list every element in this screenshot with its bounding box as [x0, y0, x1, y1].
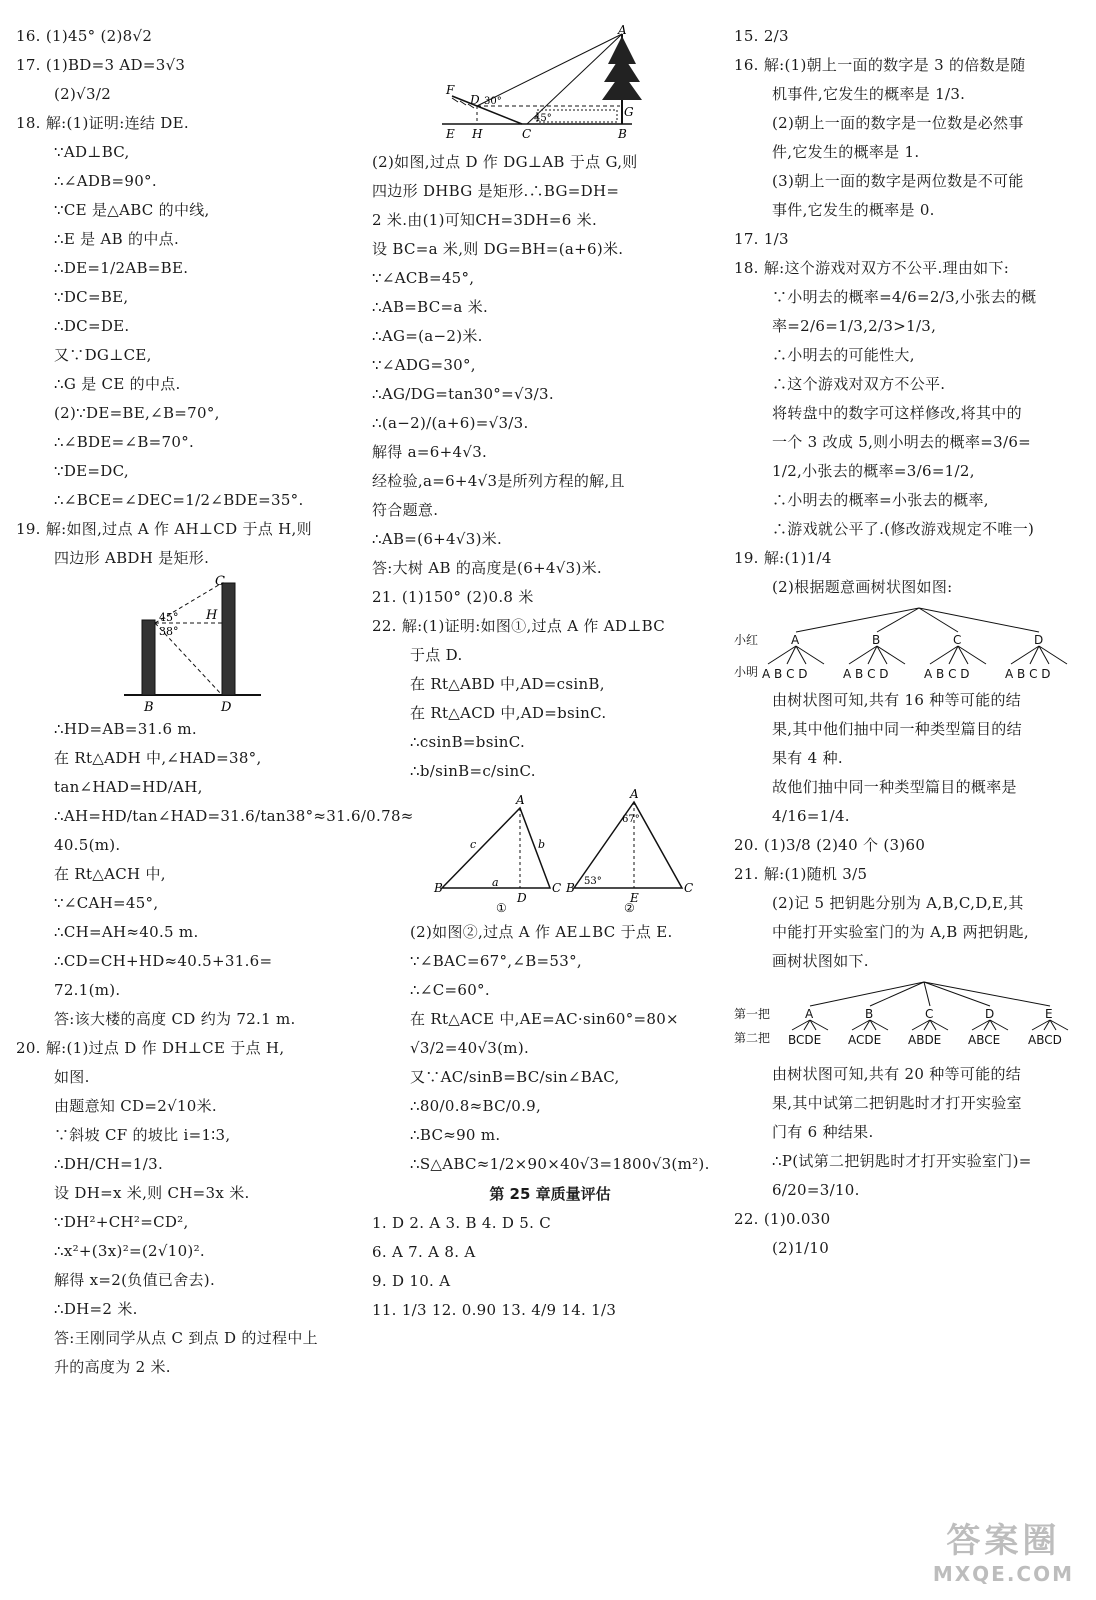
text-line: (2)∵DE=BE,∠B=70°,	[54, 404, 220, 422]
answer-22: 22. (1)0.030	[734, 1210, 831, 1228]
text-line: 由树状图可知,共有 20 种等可能的结	[772, 1065, 1022, 1083]
label-B: B	[144, 700, 154, 713]
text-line: 画树状图如下.	[772, 952, 869, 970]
text-line: 机事件,它发生的概率是 1/3.	[772, 85, 966, 103]
text-line: ∴AB=(6+4√3)米.	[372, 530, 503, 548]
text-line: ∴HD=AB=31.6 m.	[54, 720, 198, 738]
text-line: ∴∠BCE=∠DEC=1/2∠BDE=35°.	[54, 491, 304, 509]
row-label-second: 第二把	[734, 1031, 771, 1045]
text-line: 经检验,a=6+4√3是所列方程的解,且	[372, 472, 625, 490]
label-D: D	[470, 93, 480, 107]
text-line: ∵斜坡 CF 的坡比 i=1∶3,	[54, 1126, 231, 1144]
text-line: (3)朝上一面的数字是两位数是不可能	[772, 172, 1024, 190]
answer-22: 22. 解:(1)证明:如图①,过点 A 作 AD⊥BC	[372, 617, 666, 635]
text-line: 1/2,小张去的概率=3/6=1/2,	[772, 462, 975, 480]
tree-diagram-2	[734, 978, 1080, 1058]
text-line: ∵DE=DC,	[54, 462, 129, 480]
text-line: 符合题意.	[372, 501, 439, 519]
text-line: ∴∠ADB=90°.	[54, 172, 157, 190]
text-line: 故他们抽中同一种类型篇目的概率是	[772, 778, 1017, 796]
label-E: E	[446, 127, 455, 141]
tree2-leaves-C: ABDE	[908, 1033, 942, 1047]
tree1-leaves-B: A B C D	[843, 667, 889, 681]
text-line: ∴CD=CH+HD≈40.5+31.6=	[54, 952, 273, 970]
tree2-top-A: A	[805, 1007, 814, 1021]
text-line: 2 米.由(1)可知CH=3DH=6 米.	[372, 211, 598, 229]
text-line: tan∠HAD=HD/AH,	[54, 778, 203, 796]
text-line: ∴游戏就公平了.(修改游戏规定不唯一)	[772, 520, 1035, 538]
answer-18: 18. 解:(1)证明:连结 DE.	[16, 114, 189, 132]
text-line: ∵小明去的概率=4/6=2/3,小张去的概	[772, 288, 1037, 306]
text-line: 门有 6 种结果.	[772, 1123, 874, 1141]
text-line: 设 BC=a 米,则 DG=BH=(a+6)米.	[372, 240, 624, 258]
tree-height-figure	[372, 24, 728, 146]
tree1-top-D: D	[1034, 633, 1044, 647]
column-middle	[372, 22, 728, 1325]
label-H: H	[206, 608, 218, 623]
text-line: 件,它发生的概率是 1.	[772, 143, 920, 161]
label-F: F	[446, 83, 455, 97]
text-line: 中能打开实验室门的为 A,B 两把钥匙,	[772, 923, 1029, 941]
text-line: ∴DH/CH=1/3.	[54, 1155, 164, 1173]
text-line: ∴P(试第二把钥匙时才打开实验室门)=	[772, 1152, 1032, 1170]
tree2-top-B: B	[865, 1007, 874, 1021]
angle-45: 45°	[534, 113, 552, 124]
tree2-leaves-D: ABCE	[968, 1033, 1001, 1047]
text-line: ∴b/sinB=c/sinC.	[410, 762, 536, 780]
tri1-caption: ①	[496, 901, 507, 915]
fill-answers: 11. 1/3 12. 0.90 13. 4/9 14. 1/3	[372, 1301, 617, 1319]
tree1-top-A: A	[791, 633, 800, 647]
label-B: B	[618, 127, 627, 141]
mc-answers-3: 9. D 10. A	[372, 1272, 451, 1290]
text-line: ∴AB=BC=a 米.	[372, 298, 489, 316]
tree-diagram-1	[734, 604, 1080, 684]
row-label-1: 小红	[734, 633, 759, 647]
angle-45: 45°	[159, 611, 179, 624]
label-H: H	[472, 127, 483, 141]
answer-17-part2: (2)√3/2	[54, 85, 112, 103]
text-line: 又∵AC/sinB=BC/sin∠BAC,	[410, 1068, 620, 1086]
text-line: 四边形 ABDH 是矩形.	[54, 549, 210, 567]
text-line: 又∵DG⊥CE,	[54, 346, 152, 364]
answer-21: 21. (1)150° (2)0.8 米	[372, 588, 534, 606]
text-line: 答:王刚同学从点 C 到点 D 的过程中上	[54, 1329, 318, 1347]
tri1-c: c	[470, 838, 477, 851]
tri1-a: a	[492, 876, 499, 889]
label-C: C	[215, 575, 225, 589]
text-line: ∴80/0.8≈BC/0.9,	[410, 1097, 542, 1115]
answer-16: 16. (1)45° (2)8√2	[16, 27, 153, 45]
text-line: 答:大树 AB 的高度是(6+4√3)米.	[372, 559, 602, 577]
text-line: 果,其中他们抽中同一种类型篇目的结	[772, 720, 1022, 738]
text-line: 事件,它发生的概率是 0.	[772, 201, 935, 219]
answer-17: 17. (1)BD=3 AD=3√3	[16, 56, 186, 74]
tri2-B: B	[566, 881, 575, 895]
column-right	[734, 22, 1080, 1263]
text-line: 于点 D.	[410, 646, 463, 664]
text-line: ∴∠BDE=∠B=70°.	[54, 433, 195, 451]
text-line: √3/2=40√3(m).	[410, 1039, 530, 1057]
text-line: 在 Rt△ACH 中,	[54, 865, 166, 883]
text-line: 答:该大楼的高度 CD 约为 72.1 m.	[54, 1010, 296, 1028]
text-line: ∴小明去的概率=小张去的概率,	[772, 491, 989, 509]
text-line: 升的高度为 2 米.	[54, 1358, 171, 1376]
triangle-figures	[372, 788, 728, 916]
building-figure	[16, 575, 366, 713]
text-line: ∵CE 是△ABC 的中线,	[54, 201, 210, 219]
text-line: 设 DH=x 米,则 CH=3x 米.	[54, 1184, 250, 1202]
tree2-leaves-A: BCDE	[788, 1033, 822, 1047]
text-line: 四边形 DHBG 是矩形.∴BG=DH=	[372, 182, 620, 200]
text-line: ∴csinB=bsinC.	[410, 733, 526, 751]
tree2-leaves-B: ACDE	[848, 1033, 882, 1047]
tri1-C: C	[552, 881, 562, 895]
tri2-angle67: 67°	[622, 814, 640, 825]
text-line: ∵DC=BE,	[54, 288, 129, 306]
text-line: 6/20=3/10.	[772, 1181, 860, 1199]
text-line: ∴DC=DE.	[54, 317, 130, 335]
tree1-leaves-A: A B C D	[762, 667, 808, 681]
tri1-B: B	[434, 881, 443, 895]
tri2-A: A	[630, 788, 639, 801]
tree2-top-E: E	[1045, 1007, 1053, 1021]
text-line: ∴S△ABC≈1/2×90×40√3=1800√3(m²).	[410, 1155, 710, 1173]
tree1-top-B: B	[872, 633, 881, 647]
text-line: ∴小明去的可能性大,	[772, 346, 915, 364]
text-line: 在 Rt△ACD 中,AD=bsinC.	[410, 704, 607, 722]
tree1-top-C: C	[953, 633, 962, 647]
row-label-first: 第一把	[734, 1007, 771, 1021]
text-line: 果,其中试第二把钥匙时才打开实验室	[772, 1094, 1022, 1112]
text-line: 72.1(m).	[54, 981, 121, 999]
row-label-2: 小明	[734, 665, 759, 679]
text-line: ∵∠BAC=67°,∠B=53°,	[410, 952, 582, 970]
label-G: G	[624, 105, 634, 119]
label-C: C	[522, 127, 532, 141]
text-line: ∵∠ADG=30°,	[372, 356, 476, 374]
text-line: 由树状图可知,共有 16 种等可能的结	[772, 691, 1022, 709]
label-A: A	[618, 24, 627, 37]
tri2-angle53: 53°	[584, 876, 602, 887]
section-heading: 第 25 章质量评估	[489, 1185, 611, 1203]
watermark-title: 答案圈	[946, 1521, 1061, 1561]
text-line: ∴CH=AH≈40.5 m.	[54, 923, 199, 941]
text-line: 40.5(m).	[54, 836, 121, 854]
text-line: ∴E 是 AB 的中点.	[54, 230, 180, 248]
text-line: ∴G 是 CE 的中点.	[54, 375, 181, 393]
text-line: 将转盘中的数字可这样修改,将其中的	[772, 404, 1022, 422]
answer-15: 15. 2/3	[734, 27, 789, 45]
answer-16: 16. 解:(1)朝上一面的数字是 3 的倍数是随	[734, 56, 1026, 74]
text-line: ∵∠CAH=45°,	[54, 894, 159, 912]
tree2-top-D: D	[985, 1007, 995, 1021]
angle-30: 30°	[484, 96, 502, 107]
mc-answers-1: 1. D 2. A 3. B 4. D 5. C	[372, 1214, 552, 1232]
tri2-caption: ②	[624, 901, 635, 915]
answer-20: 20. (1)3/8 (2)40 个 (3)60	[734, 836, 926, 854]
text-line: (2)记 5 把钥匙分别为 A,B,C,D,E,其	[772, 894, 1024, 912]
text-line: ∴AG/DG=tan30°=√3/3.	[372, 385, 554, 403]
text-line: ∴DE=1/2AB=BE.	[54, 259, 189, 277]
tree1-leaves-D: A B C D	[1005, 667, 1051, 681]
text-line: (2)朝上一面的数字是一位数是必然事	[772, 114, 1024, 132]
tri1-D: D	[517, 891, 527, 905]
text-line: 在 Rt△ABD 中,AD=csinB,	[410, 675, 605, 693]
answer-19: 19. 解:(1)1/4	[734, 549, 832, 567]
text-line: (2)如图,过点 D 作 DG⊥AB 于点 G,则	[372, 153, 638, 171]
text-line: (2)根据题意画树状图如图:	[772, 578, 953, 596]
answer-18: 18. 解:这个游戏对双方不公平.理由如下:	[734, 259, 1010, 277]
text-line: ∴(a−2)/(a+6)=√3/3.	[372, 414, 529, 432]
answer-20: 20. 解:(1)过点 D 作 DH⊥CE 于点 H,	[16, 1039, 285, 1057]
text-line: ∵DH²+CH²=CD²,	[54, 1213, 189, 1231]
text-line: 解得 a=6+4√3.	[372, 443, 488, 461]
text-line: ∴x²+(3x)²=(2√10)².	[54, 1242, 205, 1260]
answer-21: 21. 解:(1)随机 3/5	[734, 865, 868, 883]
text-line: ∴DH=2 米.	[54, 1300, 138, 1318]
label-D: D	[221, 700, 232, 713]
text-line: 由题意知 CD=2√10米.	[54, 1097, 217, 1115]
text-line: ∴BC≈90 m.	[410, 1126, 501, 1144]
text-line: 如图.	[54, 1068, 90, 1086]
tree2-leaves-E: ABCD	[1028, 1033, 1062, 1047]
text-line: ∵AD⊥BC,	[54, 143, 130, 161]
text-line: ∴这个游戏对双方不公平.	[772, 375, 946, 393]
text-line: (2)1/10	[772, 1239, 830, 1257]
mc-answers-2: 6. A 7. A 8. A	[372, 1243, 476, 1261]
tri2-C: C	[684, 881, 694, 895]
text-line: ∴∠C=60°.	[410, 981, 490, 999]
text-line: 在 Rt△ACE 中,AE=AC·sin60°=80×	[410, 1010, 679, 1028]
text-line: ∴AG=(a−2)米.	[372, 327, 483, 345]
text-line: (2)如图②,过点 A 作 AE⊥BC 于点 E.	[410, 923, 673, 941]
text-line: 一个 3 改成 5,则小明去的概率=3/6=	[772, 433, 1032, 451]
tree2-top-C: C	[925, 1007, 934, 1021]
text-line: 在 Rt△ADH 中,∠HAD=38°,	[54, 749, 262, 767]
text-line: 解得 x=2(负值已舍去).	[54, 1271, 216, 1289]
answer-19: 19. 解:如图,过点 A 作 AH⊥CD 于点 H,则	[16, 520, 312, 538]
watermark-url: MXQE.COM	[932, 1562, 1074, 1586]
text-line: 4/16=1/4.	[772, 807, 850, 825]
tri2-E: E	[630, 891, 639, 905]
answer-17: 17. 1/3	[734, 230, 789, 248]
angle-38: 38°	[159, 625, 179, 638]
watermark-logo	[933, 1513, 1074, 1586]
tree1-leaves-C: A B C D	[924, 667, 970, 681]
text-line: 果有 4 种.	[772, 749, 843, 767]
text-line: ∴AH=HD/tan∠HAD=31.6/tan38°≈31.6/0.78≈	[54, 807, 414, 825]
tri1-b: b	[538, 838, 546, 851]
tri1-A: A	[516, 793, 525, 807]
text-line: 率=2/6=1/3,2/3>1/3,	[772, 317, 937, 335]
text-line: ∵∠ACB=45°,	[372, 269, 475, 287]
